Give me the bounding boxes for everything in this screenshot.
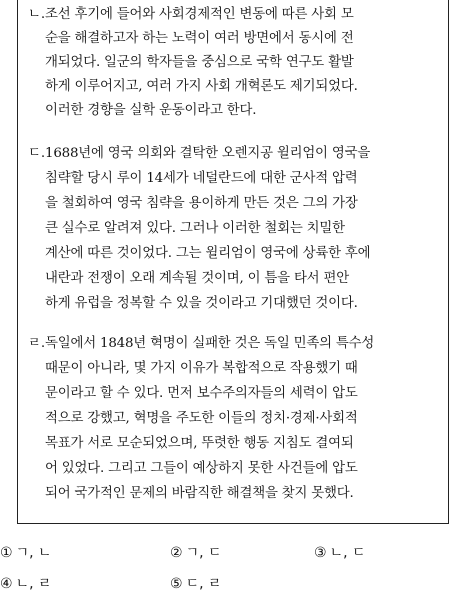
- passage-line: 을 철회하여 영국 침략을 용이하게 만든 것은 그의 가장: [45, 196, 358, 211]
- passage-line: 때문이 아니라, 몇 가지 이유가 복합적으로 작용했기 때: [45, 361, 358, 376]
- choice-text: ㄴ, ㄷ: [329, 545, 366, 561]
- choice-number: ④: [0, 576, 13, 592]
- choice-text: ㄴ, ㄹ: [15, 576, 52, 592]
- choice-number: ⑤: [170, 576, 183, 592]
- answer-choice-1[interactable]: [0, 543, 52, 563]
- passage-line: 내란과 전쟁이 오래 계속될 것이며, 이 틈을 타서 편안: [45, 271, 349, 286]
- passage-line: 독일에서 1848년 혁명이 실패한 것은 독일 민족의 특수성: [45, 336, 375, 351]
- passage-line: 하게 이루어지고, 여러 가지 사회 개혁론도 제기되었다.: [45, 79, 358, 94]
- passage-line: 침략할 당시 루이 14세가 네덜란드에 대한 군사적 압력: [45, 171, 358, 186]
- choice-number: ①: [0, 545, 13, 561]
- answer-choice-5[interactable]: [170, 574, 222, 594]
- answer-choice-4[interactable]: [0, 574, 52, 594]
- passage-line: 개되었다. 일군의 학자들을 중심으로 국학 연구도 활발: [45, 55, 354, 70]
- choice-text: ㄷ, ㄹ: [185, 576, 222, 592]
- item-label: ㄴ.: [28, 7, 46, 22]
- answer-choice-2[interactable]: [170, 543, 222, 563]
- passage-line: 이러한 경향을 실학 운동이라고 한다.: [45, 103, 257, 118]
- passage-line: 1688년에 영국 의회와 결탁한 오렌지공 윌리엄이 영국을: [45, 146, 371, 161]
- passage-line: 순을 해결하고자 하는 노력이 여러 방면에서 동시에 전: [45, 31, 354, 46]
- choice-text: ㄱ, ㄴ: [15, 545, 52, 561]
- passage-line: 계산에 따른 것이었다. 그는 윌리엄이 영국에 상륙한 후에: [45, 246, 371, 261]
- passage-line: 되어 국가적인 문제의 바람직한 해결책을 찾지 못했다.: [45, 486, 354, 501]
- choice-number: ②: [170, 545, 183, 561]
- choice-number: ③: [314, 545, 327, 561]
- passage-line: 적으로 강했고, 혁명을 주도한 이들의 정치·경제·사회적: [45, 411, 358, 426]
- answer-choice-3[interactable]: [314, 543, 366, 563]
- passage-line: 조선 후기에 들어와 사회경제적인 변동에 따른 사회 모: [45, 7, 354, 22]
- passage-line: 큰 실수로 알려져 있다. 그러나 이러한 철회는 치밀한: [45, 221, 345, 236]
- item-label: ㄷ.: [28, 146, 46, 161]
- item-label: ㄹ.: [28, 336, 46, 351]
- passage-line: 목표가 서로 모순되었으며, 뚜렷한 행동 지침도 결여되: [45, 436, 354, 451]
- passage-box: [17, 0, 449, 524]
- passage-line: 하게 유럽을 정복할 수 있을 것이라고 기대했던 것이다.: [45, 296, 358, 311]
- passage-line: 어 있었다. 그리고 그들이 예상하지 못한 사건들에 압도: [45, 461, 358, 476]
- answer-choices: [0, 543, 469, 605]
- passage-line: 문이라고 할 수 있다. 먼저 보수주의자들의 세력이 압도: [45, 386, 358, 401]
- choice-text: ㄱ, ㄷ: [185, 545, 222, 561]
